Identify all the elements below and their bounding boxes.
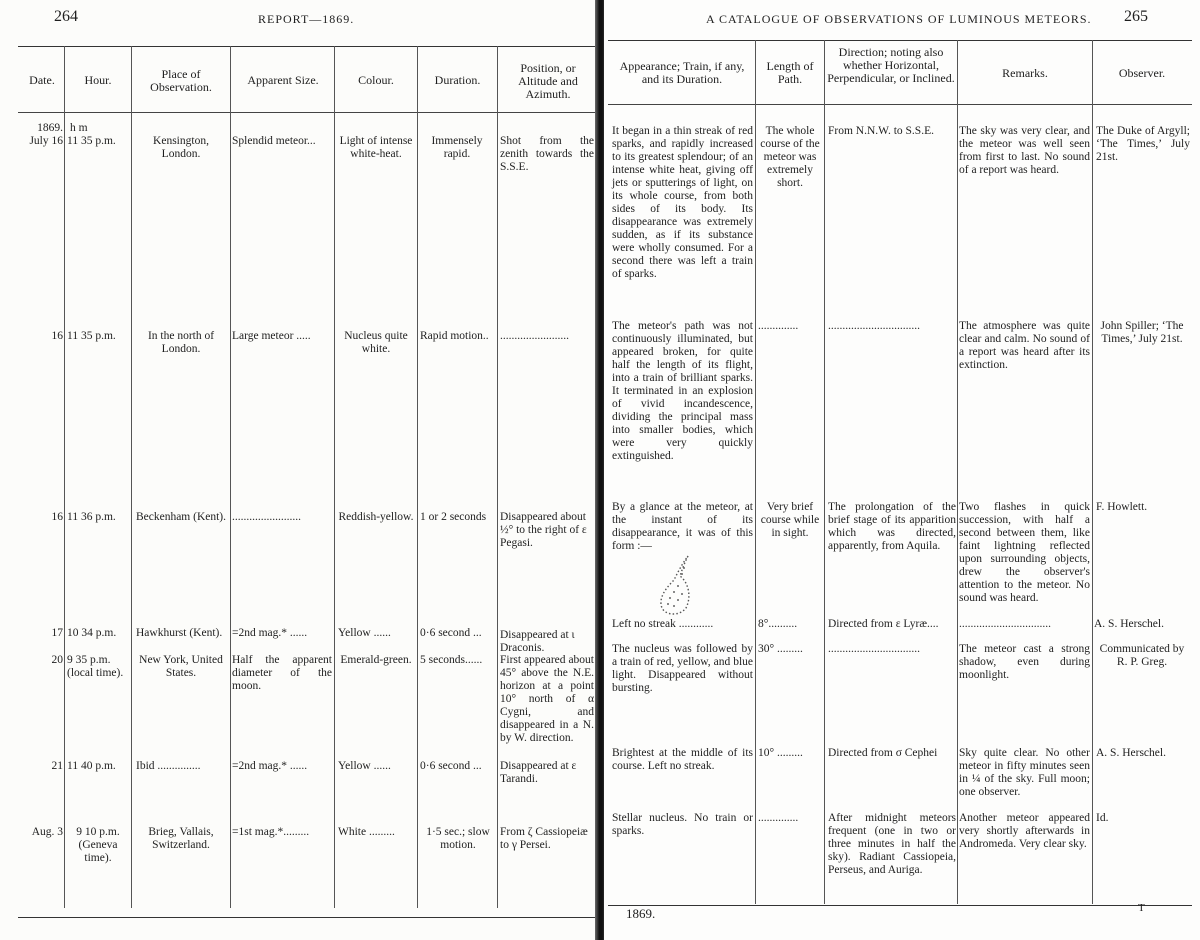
row-date: 16 bbox=[51, 511, 63, 523]
header-length: Length of Path. bbox=[766, 59, 814, 86]
left-page bbox=[0, 0, 597, 940]
row-hour: 9 10 p.m. (Geneva time). bbox=[76, 826, 120, 864]
row-place: Hawkhurst (Kent). bbox=[136, 627, 223, 639]
row-duration: Immensely rapid. bbox=[431, 135, 483, 160]
row-hour: 9 35 p.m. (local time). bbox=[67, 654, 124, 679]
row-duration: Rapid motion.. bbox=[420, 330, 489, 342]
row-length: 30° ......... bbox=[758, 643, 803, 655]
column-divider bbox=[334, 46, 335, 908]
row-direction: Directed from ε Lyræ.... bbox=[828, 618, 939, 630]
row-size: =2nd mag.* ...... bbox=[232, 627, 308, 639]
row-colour: Yellow ...... bbox=[338, 627, 391, 639]
row-observer: Id. bbox=[1096, 812, 1109, 824]
row-appearance: Brightest at the middle of its course. Left no streak. bbox=[612, 747, 753, 772]
header-rule bbox=[18, 112, 596, 113]
column-divider bbox=[64, 46, 65, 908]
column-divider bbox=[417, 46, 418, 908]
header-date: Date. bbox=[29, 73, 55, 87]
left-table-frame bbox=[18, 46, 596, 918]
row-date: July 16 bbox=[29, 135, 63, 147]
row-remarks: The sky was very clear, and the meteor was well seen from first to last. No sound of a report was heard. bbox=[959, 125, 1090, 176]
row-colour: Nucleus quite white. bbox=[344, 330, 408, 355]
row-date: 17 bbox=[51, 627, 63, 639]
row-hour: 11 36 p.m. bbox=[67, 511, 116, 523]
row-remarks: Another meteor appeared very shortly afterwards in Andromeda. Very clear sky. bbox=[959, 812, 1090, 850]
header-remarks: Remarks. bbox=[1002, 66, 1048, 80]
row-duration: 5 seconds...... bbox=[420, 654, 483, 666]
row-duration: 0·6 second ... bbox=[420, 627, 482, 639]
row-colour: Emerald-green. bbox=[340, 654, 412, 666]
header-position: Position, or Altitude and Azimuth. bbox=[518, 61, 578, 101]
row-length: 8°.......... bbox=[758, 618, 798, 630]
running-head-left: REPORT—1869. bbox=[258, 12, 355, 26]
row-observer: The Duke of Argyll; ‘The Times,’ July 21st. bbox=[1096, 125, 1190, 163]
row-position: From ζ Cassiopeiæ to γ Persei. bbox=[500, 826, 588, 851]
column-divider bbox=[131, 46, 132, 908]
row-appearance: Left no streak ............ bbox=[612, 618, 714, 630]
row-direction: Directed from σ Cephei bbox=[828, 747, 938, 759]
header-rule bbox=[608, 104, 1192, 105]
row-position: First appeared about 45° above the N.E. horizon at a point 10° north of α Cygni, and disappeared in a N. by W. direction. bbox=[500, 654, 594, 744]
page-number-right: 265 bbox=[1124, 8, 1148, 25]
row-remarks: ................................ bbox=[959, 618, 1051, 630]
row-colour: Reddish-yellow. bbox=[338, 511, 414, 523]
row-place: Beckenham (Kent). bbox=[135, 511, 227, 523]
row-direction: The prolongation of the brief stage of its apparition which was directed, apparently, from Aquila. bbox=[828, 501, 956, 552]
row-observer: John Spiller; ‘The Times,’ July 21st. bbox=[1100, 320, 1184, 345]
row-position: Disappeared at ε Tarandi. bbox=[500, 760, 577, 785]
row-direction: ................................ bbox=[828, 643, 920, 655]
column-divider bbox=[1092, 40, 1093, 904]
row-position: Disappeared about ½° to the right of ε Pegasi. bbox=[500, 511, 587, 549]
row-remarks: The meteor cast a strong shadow, even during moonlight. bbox=[959, 643, 1090, 681]
row-place: Kensington, London. bbox=[153, 135, 209, 160]
row-appearance: It began in a thin streak of red sparks, and rapidly increased to its greatest splendour; of an intense white heat, giving off jets or sputterings of light, on its whole course, from both sides of its body. Its disappearance was extremely sudden, as if its substance were wholly consumed. For a second there was left a train of sparks. bbox=[612, 125, 753, 280]
row-appearance: The meteor's path was not continuously illuminated, but appeared broken, for quite half the length of its flight, into a train of brilliant sparks. It terminated in an explosion of vivid incandescence, dividing the principal mass into smaller bodies, which were very quickly extinguished. bbox=[612, 320, 753, 462]
header-appearance: Appearance; Train, if any, and its Duration. bbox=[619, 59, 745, 86]
row-direction: ................................ bbox=[828, 320, 920, 332]
row-date: 16 bbox=[51, 330, 63, 342]
row-position: ........................ bbox=[500, 330, 569, 342]
header-observer: Observer. bbox=[1118, 66, 1166, 80]
header-size: Apparent Size. bbox=[247, 73, 319, 87]
row-size: Half the apparent diameter of the moon. bbox=[232, 654, 332, 692]
row-size: =2nd mag.* ...... bbox=[232, 760, 308, 772]
row-place: Brieg, Vallais, Switzerland. bbox=[148, 826, 214, 851]
column-divider bbox=[497, 46, 498, 908]
row-direction: From N.N.W. to S.S.E. bbox=[828, 125, 934, 137]
row-length: .............. bbox=[758, 812, 799, 824]
row-size: =1st mag.*......... bbox=[232, 826, 310, 838]
row-position: Shot from the zenith towards the S.S.E. bbox=[500, 135, 594, 173]
header-hour: Hour. bbox=[84, 73, 112, 87]
row-length: .............. bbox=[758, 320, 799, 332]
row-length: Very brief course while in sight. bbox=[760, 501, 820, 539]
row-date: Aug. 3 bbox=[31, 826, 63, 838]
column-divider bbox=[957, 40, 958, 904]
row-appearance: Stellar nucleus. No train or sparks. bbox=[612, 812, 753, 837]
header-direction: Direction; noting also whether Horizontal, Perpendicular, or Inclined. bbox=[827, 45, 955, 85]
row-appearance: The nucleus was followed by a train of red, yellow, and blue light. Disappeared without bursting. bbox=[612, 643, 753, 694]
row-size: Splendid meteor... bbox=[232, 135, 316, 147]
row-colour: Yellow ...... bbox=[338, 760, 391, 772]
column-divider bbox=[755, 40, 756, 904]
row-colour: Light of intense white-heat. bbox=[339, 135, 413, 160]
footer-mark: T bbox=[1138, 902, 1145, 914]
header-place: Place of Observation. bbox=[150, 67, 212, 94]
row-observer: F. Howlett. bbox=[1096, 501, 1148, 513]
hour-minute-label: h m bbox=[70, 122, 88, 134]
row-colour: White ......... bbox=[338, 826, 395, 838]
row-observer: A. S. Herschel. bbox=[1094, 618, 1164, 630]
row-remarks: Sky quite clear. No other meteor in fifty minutes seen in ¼ of the sky. Full moon; one observer. bbox=[959, 747, 1090, 798]
row-duration: 1·5 sec.; slow motion. bbox=[426, 826, 490, 851]
row-hour: 11 35 p.m. bbox=[67, 330, 116, 342]
row-date: 20 bbox=[51, 654, 63, 666]
row-observer: A. S. Herschel. bbox=[1096, 747, 1166, 759]
row-duration: 0·6 second ... bbox=[420, 760, 482, 772]
row-date: 21 bbox=[51, 760, 63, 772]
row-duration: 1 or 2 seconds bbox=[420, 511, 487, 523]
row-remarks: The atmosphere was quite clear and calm. No sound of a report was heard after its extinction. bbox=[959, 320, 1090, 371]
header-colour: Colour. bbox=[358, 73, 394, 87]
row-hour: 10 34 p.m. bbox=[67, 627, 117, 639]
row-size: ........................ bbox=[232, 511, 301, 523]
row-remarks: Two flashes in quick succession, with half a second between them, like faint lightning reflected upon surrounding objects, drew the observer's attention to the meteor. No sound was heard. bbox=[959, 501, 1090, 604]
row-size: Large meteor ..... bbox=[232, 330, 311, 342]
right-page bbox=[604, 0, 1200, 940]
year-label: 1869. bbox=[37, 122, 63, 134]
row-position: Disappeared at ι Draconis. bbox=[500, 629, 575, 654]
column-divider bbox=[230, 46, 231, 908]
meteor-sketch bbox=[644, 552, 704, 618]
row-length: 10° ......... bbox=[758, 747, 803, 759]
header-duration: Duration. bbox=[434, 73, 481, 87]
row-place: Ibid ............... bbox=[136, 760, 201, 772]
row-observer: Communicated by R. P. Greg. bbox=[1099, 643, 1185, 668]
column-divider bbox=[824, 40, 825, 904]
running-head-right: A CATALOGUE OF OBSERVATIONS OF LUMINOUS METEORS. bbox=[706, 12, 1092, 26]
row-length: The whole course of the meteor was extremely short. bbox=[760, 125, 820, 189]
row-place: In the north of London. bbox=[147, 330, 215, 355]
row-hour: 11 35 p.m. bbox=[67, 135, 116, 147]
signature-mark: 1869. bbox=[626, 906, 656, 921]
row-appearance: By a glance at the meteor, at the instant of its disappearance, it was of this form :— bbox=[612, 501, 753, 552]
row-hour: 11 40 p.m. bbox=[67, 760, 116, 772]
row-place: New York, United States. bbox=[139, 654, 223, 679]
row-direction: After midnight meteors frequent (one in two or three minutes in half the sky). Radiant Cassiopeia, Perseus, and Auriga. bbox=[828, 812, 956, 876]
page-number-left: 264 bbox=[54, 8, 78, 25]
